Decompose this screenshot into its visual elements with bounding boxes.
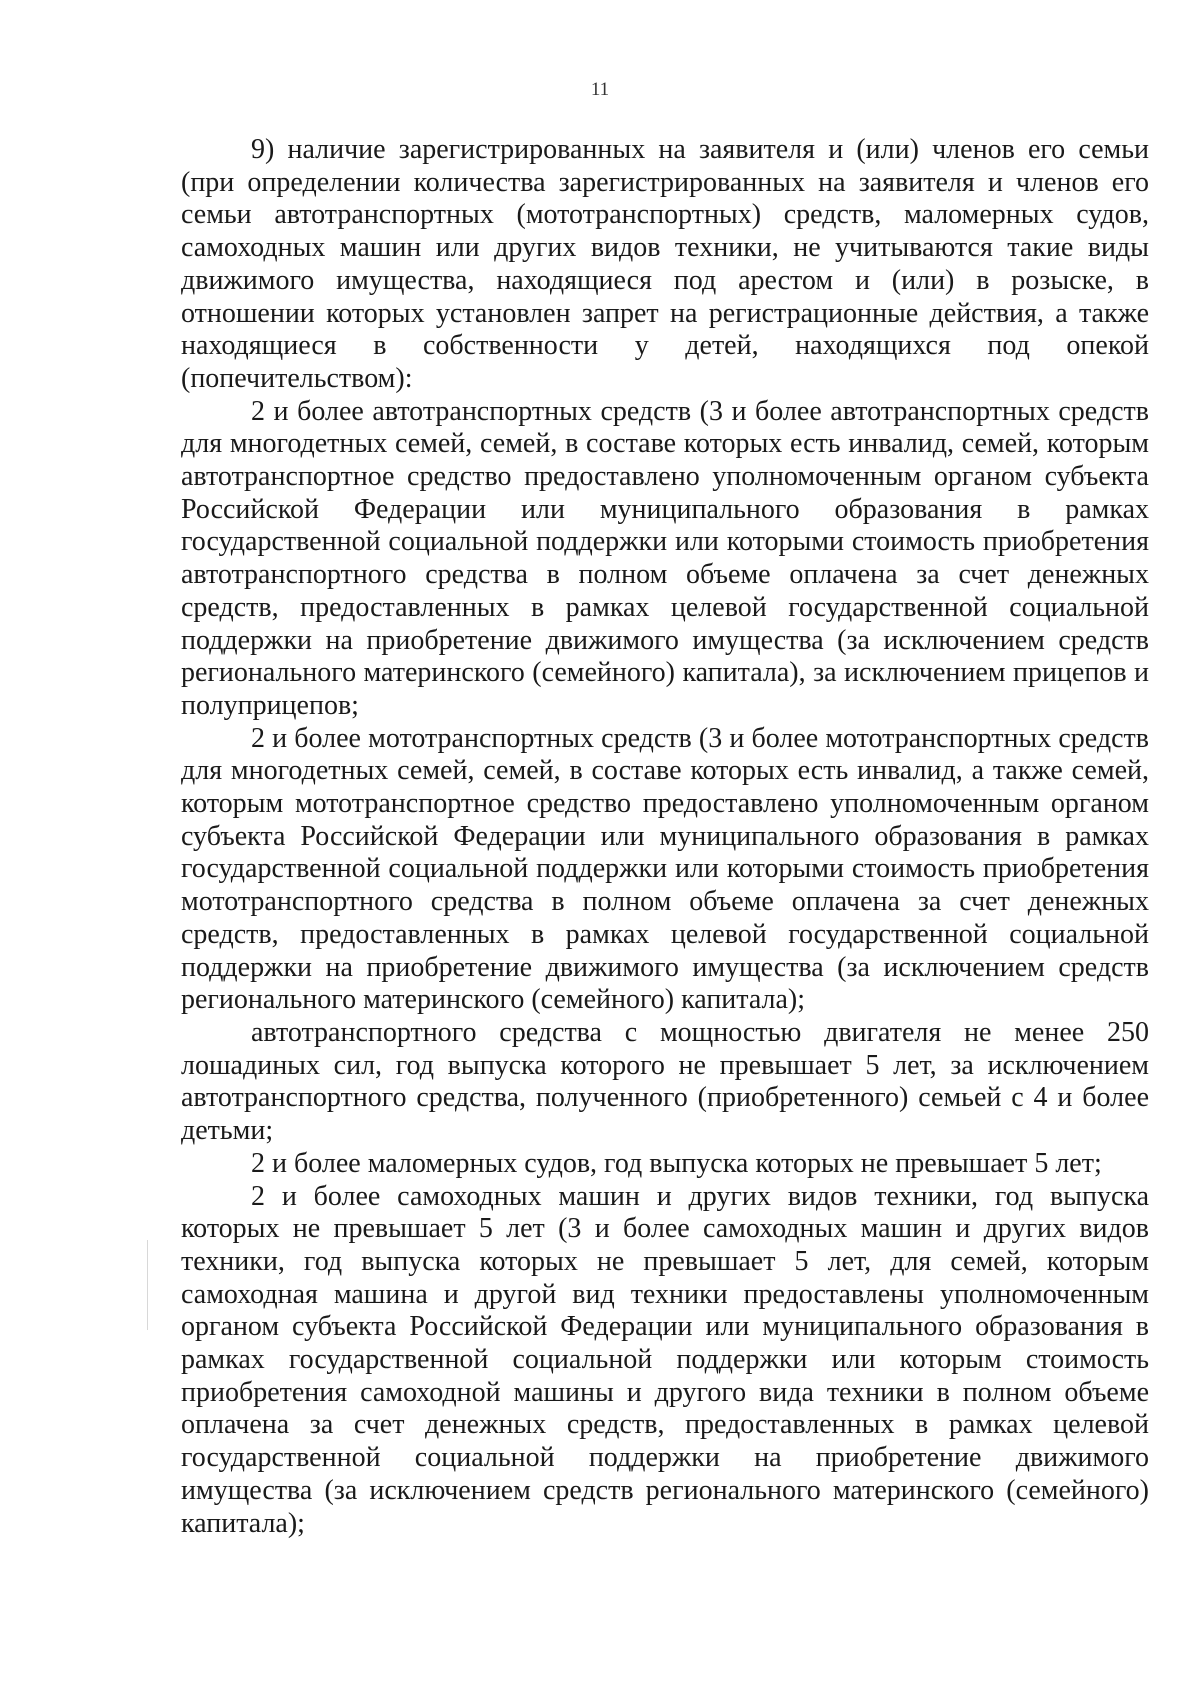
paragraph-item-9: 9) наличие зарегистрированных на заявителя и (или) членов его семьи (при определении количества зарегистрированных на заявителя и членов его семьи автотранспортных (мототранспортных) средств, маломерных судов, самоходных машин или других видов техники, не учитываются такие виды движимого имущества, находящиеся под арестом и (или) в розыске, в отношении которых установлен запрет на регистрационные действия, а также находящиеся в собственности у детей, находящихся под опекой (попечительством):	[181, 134, 1149, 394]
document-body	[181, 134, 1149, 1540]
paragraph-mototransport: 2 и более мототранспортных средств (3 и более мототранспортных средств для многодетных семей, семей, в составе которых есть инвалид, а также семей, которым мототранспортное средство предоставлено уполномоченным органом субъекта Российской Федерации или муниципального образования в рамках государственной социальной поддержки или которыми стоимость приобретения мототранспортного средства в полном объеме оплачена за счет денежных средств, предоставленных в рамках целевой государственной социальной поддержки на приобретение движимого имущества (за исключением средств регионального материнского (семейного) капитала);	[181, 722, 1149, 1016]
page-number: 11	[590, 79, 610, 100]
paragraph-engine-power: автотранспортного средства с мощностью двигателя не менее 250 лошадиных сил, год выпуска которого не превышает 5 лет, за исключением автотранспортного средства, полученного (приобретенного) семьей с 4 и более детьми;	[181, 1016, 1149, 1147]
paragraph-small-vessels: 2 и более маломерных судов, год выпуска которых не превышает 5 лет;	[251, 1147, 1102, 1179]
paragraph-self-propelled-machines: 2 и более самоходных машин и других видов техники, год выпуска которых не превышает 5 лет (3 и более самоходных машин и других видов техники, год выпуска которых не превышает 5 лет, для семей, которым самоходная машина и другой вид техники предоставлены уполномоченным органом субъекта Российской Федерации или муниципального образования в рамках государственной социальной поддержки или которым стоимость приобретения самоходной машины и другого вида техники в полном объеме оплачена за счет денежных средств, предоставленных в рамках целевой государственной социальной поддержки на приобретение движимого имущества (за исключением средств регионального материнского (семейного) капитала);	[181, 1180, 1149, 1539]
paragraph-autotransport: 2 и более автотранспортных средств (3 и более автотранспортных средств для многодетных семей, семей, в составе которых есть инвалид, семей, которым автотранспортное средство предоставлено уполномоченным органом субъекта Российской Федерации или муниципального образования в рамках государственной социальной поддержки или которыми стоимость приобретения автотранспортного средства в полном объеме оплачена за счет денежных средств, предоставленных в рамках целевой государственной социальной поддержки на приобретение движимого имущества (за исключением средств регионального материнского (семейного) капитала), за исключением прицепов и полуприцепов;	[181, 395, 1149, 721]
scan-artifact-line	[147, 1240, 148, 1330]
